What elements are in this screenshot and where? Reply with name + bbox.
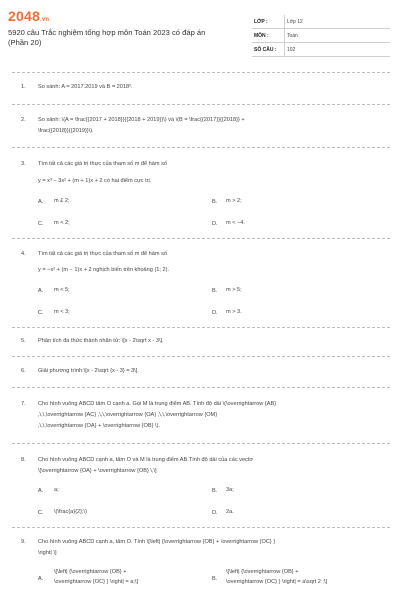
meta-label: LỚP : — [252, 15, 285, 29]
question-number: 6. — [21, 368, 26, 374]
meta-value: 102 — [285, 43, 391, 57]
title-line-1: 5920 câu Trắc nghiệm tổng hợp môn Toán 2023 có đáp án — [8, 28, 206, 37]
divider — [12, 104, 390, 105]
option-letter: B. — [212, 576, 218, 582]
question-text: Cho hình vuông ABCD cạnh a, tâm O và M là trung điểm AB.Tính độ dài của các vectơ — [38, 457, 254, 463]
meta-value: Lớp 12 — [285, 15, 391, 29]
question-text: Tìm tất cả các giá trị thực của tham số m để hàm số — [38, 251, 168, 257]
question-number: 5. — [21, 338, 26, 344]
question-number: 7. — [21, 401, 26, 407]
meta-label: MÔN : — [252, 29, 285, 43]
option-text[interactable]: m > 5; — [226, 287, 242, 293]
divider — [12, 147, 390, 148]
logo-main: 2048 — [8, 8, 40, 24]
question-text: \right| \] — [38, 550, 57, 556]
option-text[interactable]: m < 3; — [54, 309, 70, 315]
page-header — [0, 0, 400, 64]
option-letter: A. — [38, 288, 44, 294]
meta-label: SỐ CÂU : — [252, 43, 285, 57]
question-text: \[\overrightarrow {OA} + \overrightarrow {OB} \,\] — [38, 468, 157, 474]
option-text[interactable]: m > 3. — [226, 309, 242, 315]
divider — [12, 327, 390, 328]
site-logo[interactable] — [8, 8, 49, 24]
option-text-line: \overrightarrow {OC} } \right| = a\sqrt 2 ;\] — [226, 579, 328, 585]
option-text[interactable]: \(\frac{a}{2};\) — [54, 509, 87, 515]
option-text[interactable]: m > 2; — [226, 198, 242, 204]
option-letter: B. — [212, 288, 218, 294]
option-text-line: \[\left| {\overrightarrow {OB} + — [226, 569, 299, 575]
option-text-line: \overrightarrow {OC} } \right| = a;\] — [54, 579, 138, 585]
divider — [12, 443, 390, 444]
question-text: y = −x² + (m − 1)x + 2 nghịch biến trên khoảng (1; 2). — [38, 267, 170, 273]
question-number: 4. — [21, 251, 26, 257]
option-text[interactable]: 2a. — [226, 509, 234, 515]
meta-row — [252, 29, 390, 43]
meta-table — [252, 15, 390, 57]
divider — [12, 72, 390, 73]
option-text[interactable]: a; — [54, 487, 59, 493]
meta-row — [252, 15, 390, 29]
option-letter: B. — [212, 488, 218, 494]
option-text[interactable] — [226, 567, 327, 587]
question-number: 1. — [21, 84, 26, 90]
option-text[interactable]: m < 2; — [54, 220, 70, 226]
option-letter: C. — [38, 510, 44, 516]
question-text: Cho hình vuông ABCD cạnh a, tâm O. Tính \[\left| {\overrightarrow {OB} + \overrightarrow {OC} } — [38, 539, 276, 545]
option-text[interactable]: m < −4. — [226, 220, 245, 226]
question-text: ,\,\,\overrightarrow {OA} + \overrightarrow {OB} \). — [38, 423, 161, 429]
option-letter: A. — [38, 488, 44, 494]
question-text: Giải phương trình:\[x - 2\sqrt {x - 3} = 3\]. — [38, 368, 139, 374]
divider — [12, 387, 390, 388]
option-letter: A. — [38, 576, 44, 582]
document-title — [8, 28, 233, 48]
option-text[interactable]: m < 5; — [54, 287, 70, 293]
option-text[interactable]: m £ 2; — [54, 198, 70, 204]
option-letter: C. — [38, 221, 44, 227]
question-number: 2. — [21, 117, 26, 123]
question-text: ,\,\,\overrightarrow {AC} ,\,\,\overrightarrow {OA} ,\,\,\overrightarrow {OM} — [38, 412, 218, 418]
question-text: Phân tích đa thức thành nhân tử: \[x - 2\sqrt x - 3\]. — [38, 338, 164, 344]
divider — [12, 356, 390, 357]
question-text: y = x³ − 3x² + (m + 1)x + 2 có hai điểm cực trị. — [38, 178, 152, 184]
divider — [12, 238, 390, 239]
option-letter: D. — [212, 510, 218, 516]
title-line-2: (Phần 20) — [8, 38, 42, 47]
question-text: Tìm tất cả các giá trị thực của tham số m để hàm số — [38, 161, 168, 167]
question-number: 9. — [21, 539, 26, 545]
meta-value: Toán — [285, 29, 391, 43]
divider — [12, 527, 390, 528]
question-number: 8. — [21, 457, 26, 463]
question-text: \frac{{2018}}{{2019}}\). — [38, 128, 94, 134]
option-text[interactable] — [54, 567, 138, 587]
meta-row — [252, 43, 390, 57]
option-letter: A. — [38, 199, 44, 205]
option-text-line: \[\left| {\overrightarrow {OB} + — [54, 569, 127, 575]
option-letter: C. — [38, 310, 44, 316]
option-letter: D. — [212, 221, 218, 227]
question-number: 3. — [21, 161, 26, 167]
option-letter: B. — [212, 199, 218, 205]
question-text: So sánh: \(A = \frac{{2017 + 2018}}{{2018 + 2019}}\) và \(B = \frac{{2017}}{{2018}} + — [38, 117, 245, 123]
question-text: So sánh: A = 2017.2019 và B = 2018². — [38, 84, 133, 90]
logo-suffix: .vn — [39, 17, 50, 23]
option-letter: D. — [212, 310, 218, 316]
option-text[interactable]: 3a; — [226, 487, 234, 493]
question-text: Cho hình vuông ABCD tâm O cạnh a. Gọi M là trung điểm AB. Tính độ dài \(\overrightarrow {AB} — [38, 401, 277, 407]
